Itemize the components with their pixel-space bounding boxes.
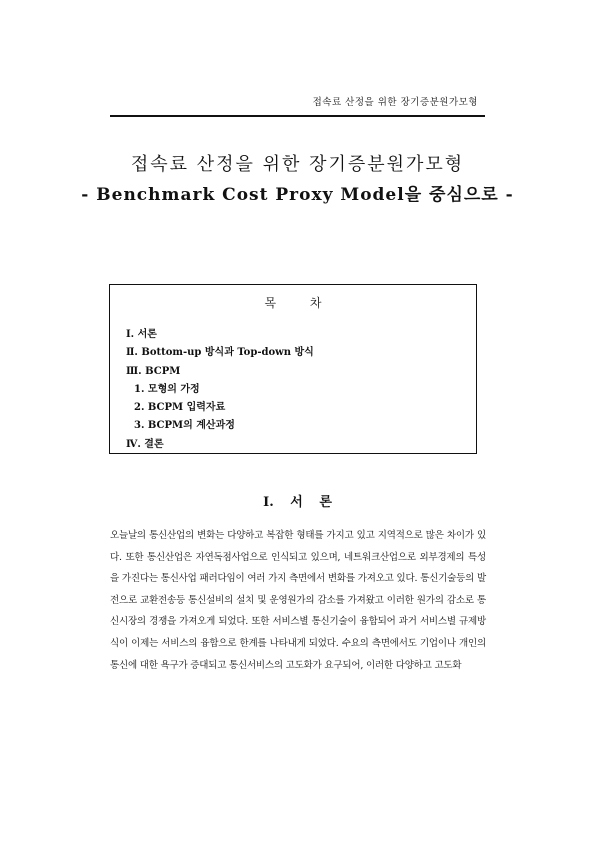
title-block xyxy=(0,150,595,210)
table-of-contents xyxy=(109,284,477,454)
running-header: 접속료 산정을 위한 장기증분원가모형 xyxy=(312,97,478,108)
header-rule xyxy=(110,115,485,117)
document-subtitle: - Benchmark Cost Proxy Model을 중심으로 - xyxy=(81,185,514,205)
document-title: 접속료 산정을 위한 장기증분원가모형 xyxy=(130,154,465,175)
toc-heading: 목 차 xyxy=(264,296,322,310)
toc-list xyxy=(126,326,314,454)
toc-item-bcpm-inputs: 2. BCPM 입력자료 xyxy=(134,402,226,414)
section-heading: Ⅰ. 서 론 xyxy=(263,495,332,510)
toc-item-bcpm: Ⅲ. BCPM xyxy=(126,365,181,377)
toc-item-bottom-up-top-down: Ⅱ. Bottom-up 방식과 Top-down 방식 xyxy=(126,347,314,359)
toc-item-introduction: Ⅰ. 서론 xyxy=(126,329,157,340)
body-paragraph: 오늘날의 통신산업의 변화는 다양하고 복잡한 형태를 가지고 있고 지역적으로 많은 차이가 있다. 또한 통신산업은 자연독점사업으로 인식되고 있으며, 네트워크산업으로 외부경제의 특성을 가진다는 통신사업 패러다임이 여러 가지 측면에서 변화를 가져오고 있다. 통신기술등의 발전으로 교환전송등 통신설비의 설치 및 운영원가의 감소를 가져왔고 이러한 원가의 감소로 통신시장의 경쟁을 가져오게 되었다. 또한 서비스별 통신기술이 융합되어 과거 서비스별 규제방식이 이제는 서비스의 융합으로 한계를 나타내게 되었다. 수요의 측면에서도 기업이나 개인의 통신에 대한 욕구가 증대되고 통신서비스의 고도화가 요구되어, 이러한 다양하고 고도화 xyxy=(110,530,486,671)
toc-item-model-assumptions: 1. 모형의 가정 xyxy=(134,383,200,395)
toc-item-conclusion: Ⅳ. 결론 xyxy=(126,438,164,450)
toc-item-bcpm-calculation: 3. BCPM의 계산과정 xyxy=(134,420,235,432)
